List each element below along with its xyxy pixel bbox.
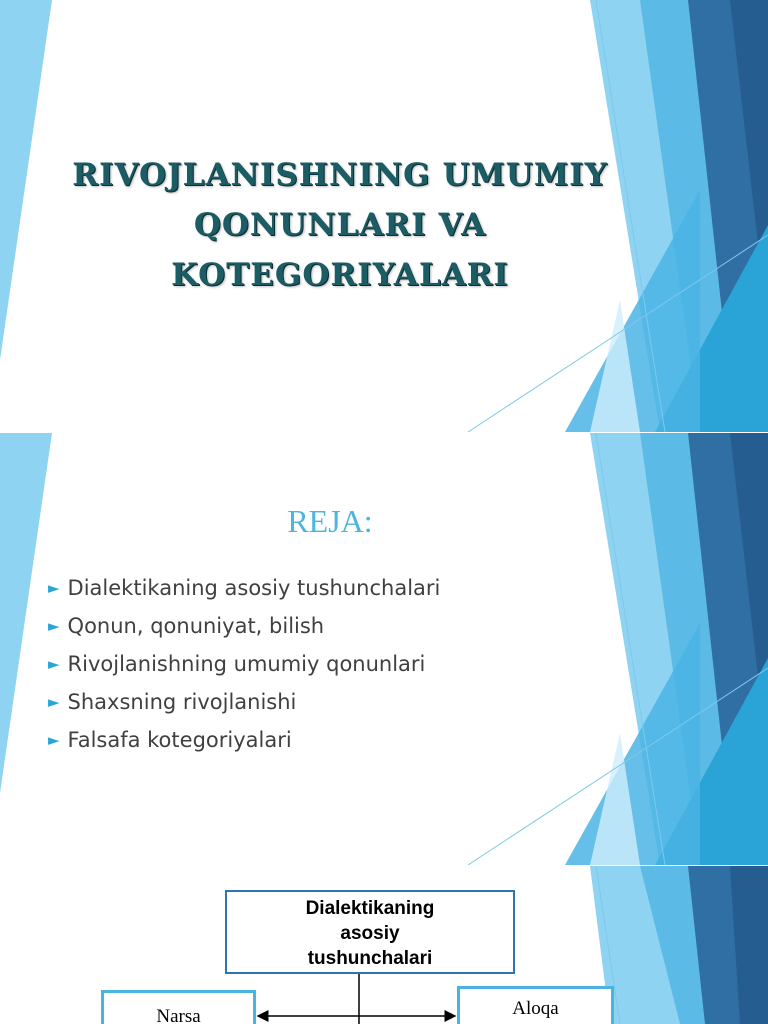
play-triangle-icon: ► (48, 693, 60, 711)
plan-list (48, 573, 568, 763)
list-item (48, 649, 568, 679)
list-item-label: Shaxsning rivojlanishi (67, 690, 297, 714)
list-item (48, 725, 568, 755)
diagram-left-box: Narsa (101, 990, 256, 1024)
page-title (40, 150, 640, 300)
title-line: QONUNLARI VA KOTEGORIYALARI (171, 207, 509, 293)
main-box-line: Dialektikaning (305, 898, 435, 919)
play-triangle-icon: ► (48, 617, 60, 635)
list-item (48, 611, 568, 641)
plan-heading: REJA: (287, 503, 373, 539)
diagram-main-box (225, 890, 515, 974)
list-item-label: Falsafa kotegoriyalari (67, 728, 292, 752)
play-triangle-icon: ► (48, 579, 60, 597)
main-box-line: asosiy (340, 923, 400, 944)
list-item (48, 573, 568, 603)
slide-title (0, 0, 768, 432)
slide-diagram (0, 866, 768, 1024)
list-item-label: Dialektikaning asosiy tushunchalari (67, 576, 441, 600)
list-item-label: Qonun, qonuniyat, bilish (67, 614, 325, 638)
list-item-label: Rivojlanishning umumiy qonunlari (67, 652, 426, 676)
main-box-line: tushunchalari (307, 948, 433, 969)
left-accent-shape (0, 433, 52, 793)
title-line: RIVOJLANISHNING UMUMIY (72, 157, 608, 193)
slide-plan (0, 433, 768, 865)
diagram-right-box: Aloqa (457, 986, 614, 1024)
list-item (48, 687, 568, 717)
play-triangle-icon: ► (48, 731, 60, 749)
play-triangle-icon: ► (48, 655, 60, 673)
